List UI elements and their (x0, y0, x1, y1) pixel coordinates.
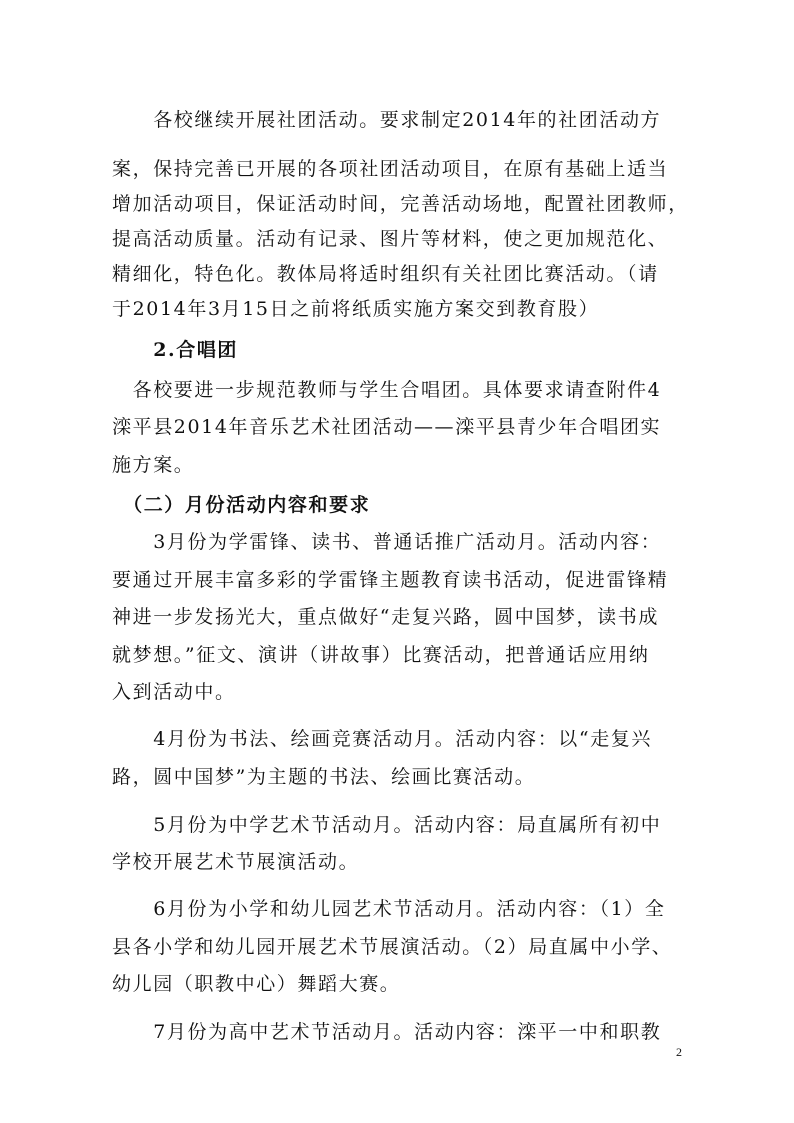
paragraph-line: 各校要进一步规范教师与学生合唱团。具体要求请查附件4 (112, 379, 662, 401)
page-number: 2 (676, 1045, 682, 1059)
paragraph-line: 要通过开展丰富多彩的学雷锋主题教育读书活动，促进雷锋精 (112, 569, 669, 591)
paragraph-line: 6月份为小学和幼儿园艺术节活动月。活动内容：（1）全 (112, 898, 666, 920)
paragraph-line: 滦平县2014年音乐艺术社团活动——滦平县青少年合唱团实 (112, 416, 662, 438)
paragraph-line: 施方案。 (112, 454, 195, 476)
paragraph-line: 学校开展艺术节展演活动。 (112, 851, 360, 873)
paragraph-line: 入到活动中。 (112, 681, 236, 703)
paragraph-line: 5月份为中学艺术节活动月。活动内容：局直属所有初中 (112, 814, 662, 836)
paragraph-line: 路，圆中国梦”为主题的书法、绘画比赛活动。 (112, 766, 536, 788)
section-heading: 2.合唱团 (112, 339, 239, 361)
paragraph-line: 案，保持完善已开展的各项社团活动项目，在原有基础上适当 (112, 158, 669, 180)
paragraph-line: 提高活动质量。活动有记录、图片等材料，使之更加规范化、 (112, 228, 669, 250)
paragraph-line: 增加活动项目，保证活动时间，完善活动场地，配置社团教师， (112, 193, 689, 215)
paragraph-line: 3月份为学雷锋、读书、普通话推广活动月。活动内容： (112, 531, 662, 553)
paragraph-line: 精细化，特色化。教体局将适时组织有关社团比赛活动。（请 (112, 263, 659, 285)
paragraph-line: 各校继续开展社团活动。要求制定2014年的社团活动方 (112, 109, 662, 131)
paragraph-line: 县各小学和幼儿园开展艺术节展演活动。（2）局直属中小学、 (112, 936, 673, 958)
paragraph-line: 神进一步发扬光大，重点做好“走复兴路，圆中国梦，读书成 (112, 606, 659, 628)
paragraph-line: 于2014年3月15日之前将纸质实施方案交到教育股） (112, 298, 600, 320)
paragraph-line: 4月份为书法、绘画竞赛活动月。活动内容：以“走复兴 (112, 728, 653, 750)
paragraph-line: 就梦想。”征文、演讲（讲故事）比赛活动，把普通话应用纳 (112, 644, 650, 666)
section-heading: （二）月份活动内容和要求 (112, 494, 371, 516)
paragraph-line: 幼儿园（职教中心）舞蹈大赛。 (112, 973, 401, 995)
paragraph-line: 7月份为高中艺术节活动月。活动内容：滦平一中和职教 (112, 1021, 662, 1043)
